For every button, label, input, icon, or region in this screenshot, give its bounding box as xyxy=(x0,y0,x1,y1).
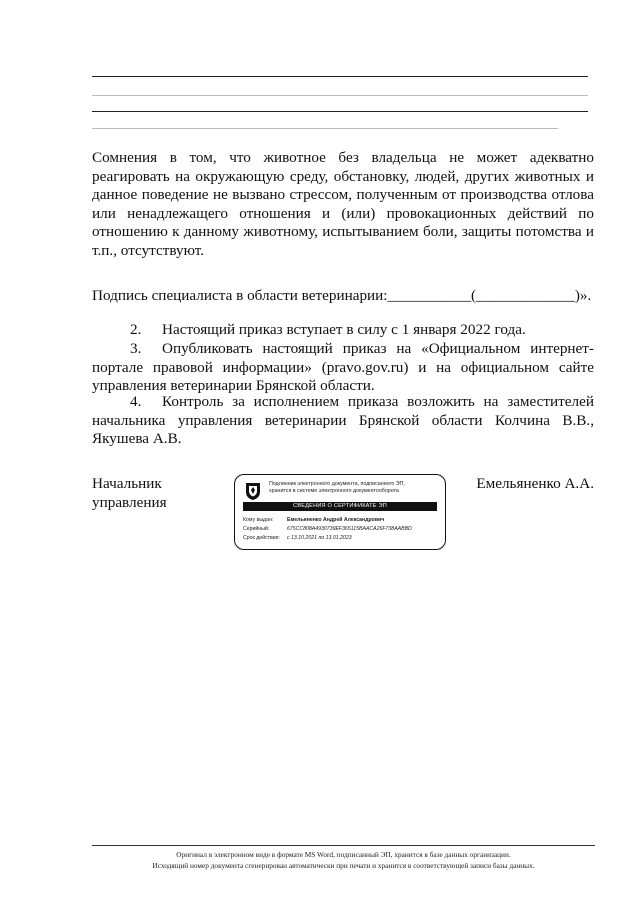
list-item xyxy=(92,321,594,340)
blank-fill-line xyxy=(92,76,588,77)
item-text: Опубликовать настоящий приказ на «Официальном интернет-портале правовой информации» (pravo.gov.ru) и на официальном сайте управления ветеринарии Брянской области. xyxy=(92,340,594,395)
stamp-label: Срок действия: xyxy=(243,535,280,541)
item-number: 2. xyxy=(130,321,142,338)
stamp-validity xyxy=(243,535,352,542)
item-text: Контроль за исполнением приказа возложить на заместителей начальника управления ветеринарии Брянской области Колчина В.В., Якушева А.В. xyxy=(92,393,594,448)
footer-note xyxy=(92,850,595,871)
signer-title-line: Начальник xyxy=(92,475,162,492)
stamp-label: Серийный: xyxy=(243,526,270,532)
stamp-header: СВЕДЕНИЯ О СЕРТИФИКАТЕ ЭП xyxy=(243,502,437,511)
item-text: Настоящий приказ вступает в силу с 1 января 2022 года. xyxy=(162,321,526,338)
footer-line: Исходящий номер документа сгенерирован автоматически при печати и хранится в соответствующей записи базы данных. xyxy=(152,860,535,870)
stamp-value: Емельяненко Андрей Александрович xyxy=(287,517,385,523)
signer-title xyxy=(92,474,167,512)
blank-fill-line xyxy=(92,111,588,112)
paragraph-doubt: Сомнения в том, что животное без владельца не может адекватно реагировать на окружающую среду, обстановку, людей, других животных и данное поведение не вызвано стрессом, полученным от производства отлова или ненадлежащего отношения и (или) провокационных действий по отношению к данному животному, испытыванием боли, защиты потомства и т.п., отсутствуют. xyxy=(92,149,594,259)
footer-line: Оригинал в электронном виде в формате MS Word, подписанный ЭП, хранится в базе данных организации. xyxy=(176,850,511,859)
item-number: 4. xyxy=(130,393,142,410)
stamp-value: с 13.10.2021 по 13.01.2023 xyxy=(287,535,352,541)
blank-fill-line xyxy=(92,128,558,129)
stamp-issued-to xyxy=(243,517,384,524)
signer-name: Емельяненко А.А. xyxy=(476,475,594,492)
stamp-serial xyxy=(243,526,412,533)
signer-title-line: управления xyxy=(92,494,167,511)
e-signature-stamp xyxy=(234,474,446,550)
stamp-notice xyxy=(269,481,439,495)
footer-divider xyxy=(92,845,595,846)
stamp-notice-line: Подлинник электронного документа, подписанного ЭП, xyxy=(269,481,405,487)
vet-signature-line: Подпись специалиста в области ветеринарии:___________(_____________)». xyxy=(92,287,592,304)
item-number: 3. xyxy=(130,340,142,357)
blank-fill-line xyxy=(92,95,588,96)
stamp-notice-line: хранится в системе электронного документооборота xyxy=(269,488,399,494)
coat-of-arms-icon xyxy=(243,481,263,501)
list-item xyxy=(92,393,594,449)
stamp-value: 675CC808A4930739EF365115BAACA26F738AABBD xyxy=(287,526,412,532)
list-item xyxy=(92,340,594,396)
stamp-label: Кому выдан: xyxy=(243,517,274,523)
